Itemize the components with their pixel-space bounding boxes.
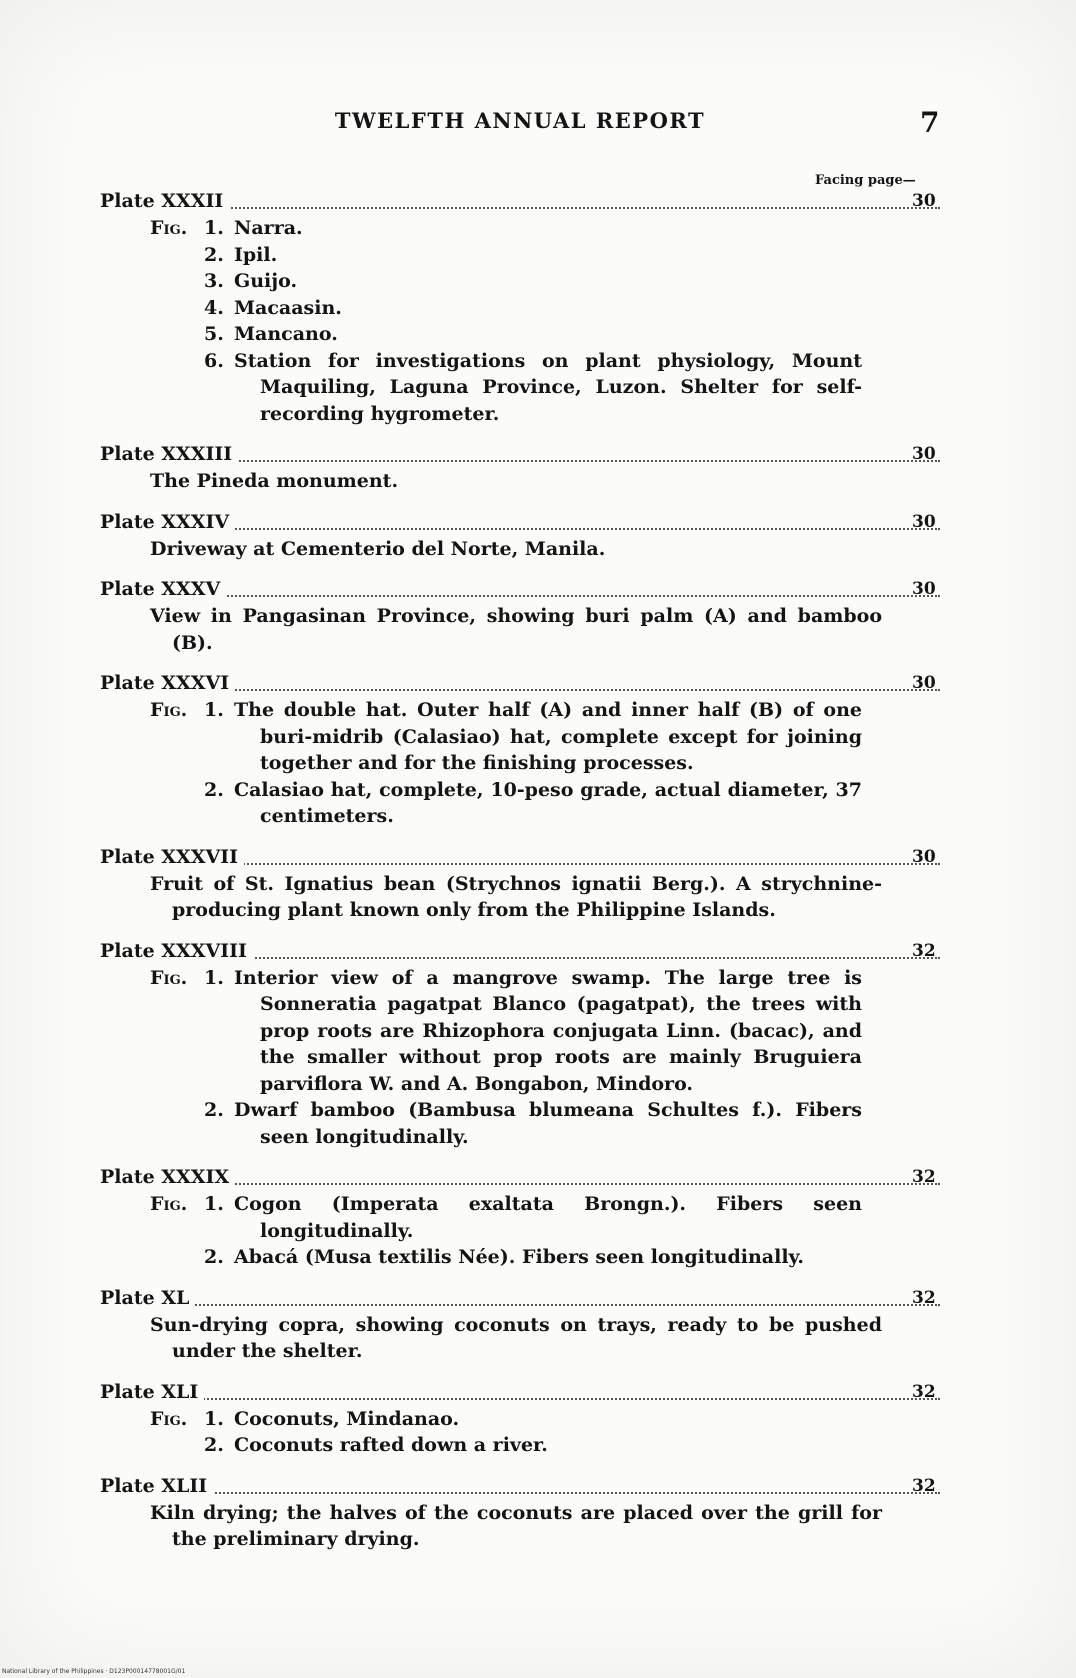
plate-entry (0, 441, 1076, 495)
plate-title: Plate XL (100, 1285, 195, 1312)
plate-header (0, 1473, 940, 1500)
plate-title: Plate XLI (100, 1379, 204, 1406)
figure-label: Fig. (150, 1407, 188, 1430)
facing-page-number: 32 (912, 1475, 936, 1496)
plate-header (0, 441, 940, 468)
figure-number: 2. (204, 1434, 224, 1456)
facing-page-number: 30 (912, 846, 936, 867)
plate-title: Plate XXXVI (100, 670, 235, 697)
figure-caption (150, 1097, 862, 1150)
facing-page-number: 32 (912, 1287, 936, 1308)
figure-caption (150, 1406, 862, 1433)
figure-text: Cogon (Imperata exaltata Brongn.). Fibers seen longitudinally. (234, 1193, 862, 1242)
figure-label: Fig. (150, 1193, 188, 1215)
figure-number: 5. (204, 323, 224, 345)
plate-header (0, 1379, 940, 1406)
facing-page-number: 32 (912, 940, 936, 961)
figure-text: Dwarf bamboo (Bambusa blumeana Schultes f.). Fibers seen longitudinally. (234, 1099, 862, 1148)
plate-header (0, 1285, 940, 1312)
dot-leader (100, 1492, 940, 1494)
plate-title: Plate XLII (100, 1473, 213, 1500)
plate-entry (0, 938, 1076, 1151)
figure-number: 2. (204, 1099, 224, 1121)
plate-header (0, 509, 940, 536)
figure-number: 3. (204, 270, 224, 292)
facing-page-label: Facing page— (815, 173, 916, 188)
plate-title: Plate XXXII (100, 188, 229, 215)
plate-entry (0, 670, 1076, 830)
figure-text: Coconuts rafted down a river. (234, 1434, 548, 1456)
plate-header (0, 670, 940, 697)
plate-header (0, 844, 940, 871)
plate-title: Plate XXXIX (100, 1164, 235, 1191)
plate-description: Kiln drying; the halves of the coconuts are placed over the grill for the preliminary drying. (150, 1501, 882, 1550)
facing-page-number: 30 (912, 579, 936, 599)
plate-description: The Pineda monument. (150, 470, 399, 492)
figure-caption (150, 268, 862, 295)
plate-entry (0, 509, 1076, 563)
plate-description: Sun-drying copra, showing coconuts on trays, ready to be pushed under the shelter. (150, 1313, 882, 1362)
figure-text: Ipil. (234, 243, 278, 266)
figure-text: Mancano. (234, 323, 338, 345)
running-title: TWELFTH ANNUAL REPORT (334, 108, 706, 133)
figure-text: The double hat. Outer half (A) and inner half (B) of one buri-midrib (Calasiao) hat, complete except for joining together and for the finishing processes. (234, 699, 862, 774)
figure-caption (150, 965, 862, 1098)
plate-description: Driveway at Cementerio del Norte, Manila. (150, 537, 606, 560)
figure-number: 4. (204, 296, 224, 319)
figure-caption (150, 1432, 862, 1459)
dot-leader (100, 1398, 940, 1400)
footer-mark: National Library of the Philippines · D123P00014778001G/01 (2, 1668, 186, 1675)
figure-text: Station for investigations on plant physiology, Mount Maquiling, Laguna Province, Luzon. Shelter for self-recording hygrometer. (234, 349, 862, 425)
figure-caption (150, 1191, 862, 1244)
figure-caption (150, 697, 862, 777)
plate-header (0, 938, 940, 965)
plate-title: Plate XXXV (100, 576, 226, 603)
figure-label: Fig. (150, 699, 188, 721)
facing-page-number: 32 (912, 1381, 936, 1402)
figure-caption (150, 215, 862, 242)
figure-number: 2. (204, 243, 224, 266)
figure-text: Abacá (Musa textilis Née). Fibers seen longitudinally. (234, 1246, 805, 1268)
plate-header (0, 576, 940, 603)
plate-entry (0, 576, 1076, 656)
figure-number: 1. (204, 1193, 224, 1215)
plate-entry (0, 844, 1076, 924)
plate-description: Fruit of St. Ignatius bean (Strychnos ignatii Berg.). A strychnine-producing plant known only from the Philippine Islands. (150, 872, 882, 921)
plate-entry (0, 1285, 1076, 1365)
facing-page-number: 30 (912, 673, 936, 693)
page-number: 7 (920, 106, 940, 139)
figure-number: 2. (204, 778, 224, 801)
figure-text: Macaasin. (234, 296, 342, 319)
figure-caption (150, 1244, 862, 1271)
plate-entry (0, 1473, 1076, 1553)
figure-number: 6. (204, 349, 224, 372)
figure-text: Calasiao hat, complete, 10-peso grade, actual diameter, 37 centimeters. (234, 778, 862, 827)
figure-number: 1. (204, 699, 224, 721)
plate-entry (0, 1379, 1076, 1459)
facing-page-number: 30 (912, 444, 936, 464)
plate-title: Plate XXXIV (100, 509, 235, 536)
plate-title: Plate XXXVII (100, 844, 244, 871)
plate-header (0, 1164, 940, 1191)
figure-number: 1. (204, 1407, 224, 1430)
facing-page-number: 32 (912, 1167, 936, 1187)
plate-header (0, 188, 940, 215)
facing-page-number: 30 (912, 191, 936, 211)
figure-text: Interior view of a mangrove swamp. The large tree is Sonneratia pagatpat Blanco (pagatpat), the trees with prop roots are Rhizophora conjugata Linn. (bacac), and the smaller without prop roots are mainly Bruguiera parviflora W. and A. Bongabon, Mindoro. (234, 966, 862, 1095)
facing-page-number: 30 (912, 511, 936, 532)
plate-title: Plate XXXIII (100, 441, 238, 468)
figure-number: 1. (204, 966, 224, 989)
figure-label: Fig. (150, 966, 188, 989)
plate-description: View in Pangasinan Province, showing buri palm (A) and bamboo (B). (150, 605, 882, 654)
figure-caption (150, 321, 862, 348)
figure-number: 2. (204, 1246, 224, 1268)
dot-leader (100, 1304, 940, 1306)
figure-text: Narra. (234, 217, 303, 239)
figure-caption (150, 777, 862, 830)
figure-text: Guijo. (234, 270, 298, 292)
plate-entry (0, 1164, 1076, 1271)
plate-list (0, 188, 1076, 1567)
figure-number: 1. (204, 217, 224, 239)
figure-text: Coconuts, Mindanao. (234, 1407, 460, 1430)
plate-entry (0, 188, 1076, 427)
plate-title: Plate XXXVIII (100, 938, 253, 965)
figure-caption (150, 348, 862, 428)
figure-caption (150, 295, 862, 322)
figure-label: Fig. (150, 217, 188, 239)
figure-caption (150, 242, 862, 269)
